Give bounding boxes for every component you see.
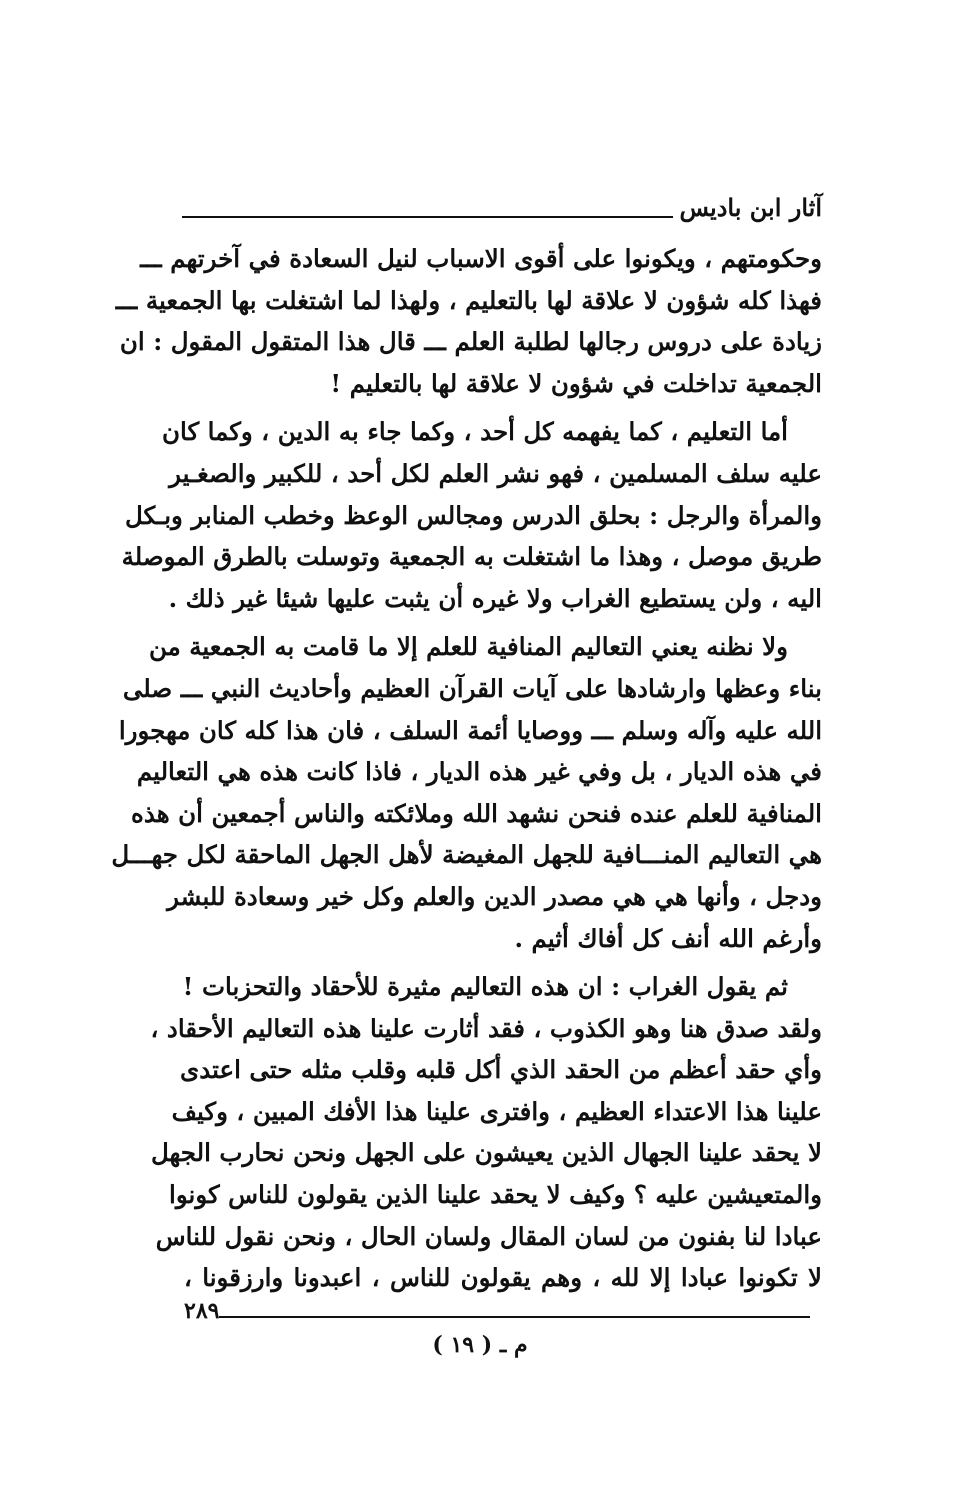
text-line: لا تكونوا عبادا إلا لله ، وهم يقولون للناس ، اعبدونا وارزقونا ، [184,1263,822,1293]
printer-signature: م ـ ( ١٩ ) [432,1332,528,1358]
text-line: الجمعية تداخلت في شؤون لا علاقة لها بالتعليم ! [330,368,822,398]
text-line: ولقد صدق هنا وهو الكذوب ، فقد أثارت علينا هذه التعاليم الأحقاد ، [150,1013,822,1043]
text-line: أما التعليم ، كما يفهمه كل أحد ، وكما جاء به الدين ، وكما كان [161,417,788,447]
running-title: آثار ابن باديس [679,193,822,222]
text-line: علينا هذا الاعتداء العظيم ، وافترى علينا هذا الأفك المبين ، وكيف [171,1096,822,1126]
paragraph-1 [115,238,822,404]
text-line: وأرغم الله أنف كل أفاك أثيم . [514,923,822,953]
paragraph-2 [121,411,822,619]
paragraph-gap [184,619,822,626]
header-rule [182,216,673,218]
running-header [182,188,822,228]
paragraph-gap [184,959,822,966]
text-line: زيادة على دروس رجالها لطلبة العلم ـــ قال هذا المتقول المقول : ان [119,327,822,357]
paragraph-4 [150,966,822,1299]
paragraph-gap [184,404,822,411]
text-line: وأي حقد أعظم من الحقد الذي أكل قلبه وقلب مثله حتى اعتدى [180,1055,822,1085]
page-footer [184,1296,822,1326]
text-line: وحكومتهم ، ويكونوا على أقوى الاسباب لنيل السعادة في آخرتهم ـــ [140,244,822,273]
paragraph-3 [111,626,822,959]
footer-rule [219,1316,810,1318]
body-text [111,238,822,1299]
text-line: عبادا لنا بفنون من لسان المقال ولسان الحال ، ونحن نقول للناس [155,1221,822,1251]
text-line: ولا نظنه يعني التعاليم المنافية للعلم إلا ما قامت به الجمعية من [148,632,788,662]
text-line: اليه ، ولن يستطيع الغراب ولا غيره أن يثبت عليها شيئا غير ذلك . [168,583,822,613]
text-line: فهذا كله شؤون لا علاقة لها بالتعليم ، ولهذا لما اشتغلت بها الجمعية ـــ [115,285,822,315]
text-line: والمرأة والرجل : بحلق الدرس ومجالس الوعظ وخطب المنابر وبـكل [124,500,822,530]
text-line: الله عليه وآله وسلم ـــ ووصايا أئمة السلف ، فان هذا كله كان مهجورا [118,715,822,745]
text-line: عليه سلف المسلمين ، فهو نشر العلم لكل أحد ، للكبير والصغـير [169,458,822,488]
text-line: ثم يقول الغراب : ان هذه التعاليم مثيرة للأحقاد والتحزبات ! [182,972,788,1002]
text-line: بناء وعظها وارشادها على آيات القرآن العظيم وأحاديث النبي ـــ صلى [122,673,822,703]
text-line: المنافية للعلم عنده فنحن نشهد الله وملائكته والناس أجمعين أن هذه [131,798,822,828]
text-line: لا يحقد علينا الجهال الذين يعيشون على الجهل ونحن نحارب الجهل [150,1138,822,1168]
text-line: والمتعيشين عليه ؟ وكيف لا يحقد علينا الذين يقولون للناس كونوا [169,1180,822,1210]
text-line: طريق موصل ، وهذا ما اشتغلت به الجمعية وتوسلت بالطرق الموصلة [121,542,822,572]
text-line: في هذه الديار ، بل وفي غير هذه الديار ، فاذا كانت هذه هي التعاليم [136,757,822,787]
page-number: ٢٨٩ [184,1298,220,1324]
text-line: ودجل ، وأنها هي هي مصدر الدين والعلم وكل خير وسعادة للبشر [167,881,822,911]
text-line: هي التعاليم المنـــافية للجهل المغيضة لأهل الجهل الماحقة لكل جهـــل [111,840,822,870]
